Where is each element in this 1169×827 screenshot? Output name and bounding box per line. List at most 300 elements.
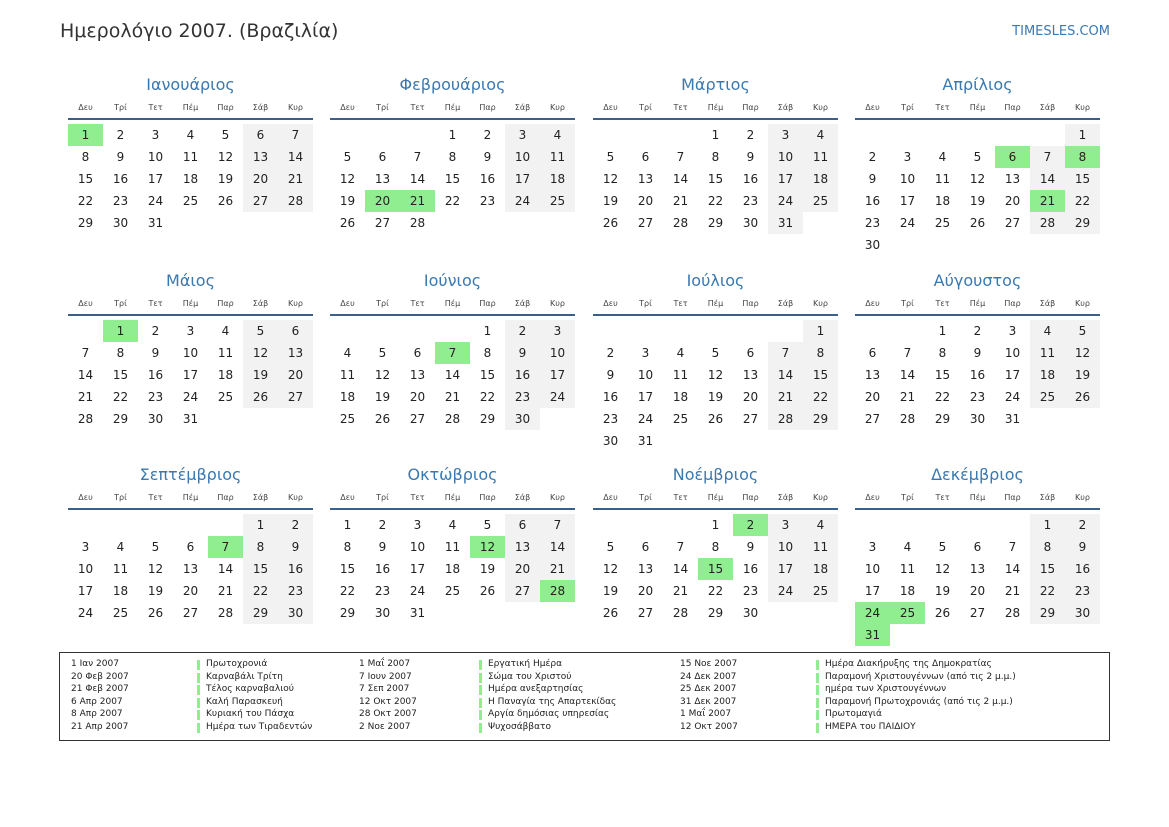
calendar-day: 20: [182, 584, 199, 598]
calendar-day: 20: [243, 168, 278, 190]
calendar-day: 1: [711, 518, 720, 532]
calendar-day: 13: [637, 172, 654, 186]
weekday-label: Τετ: [410, 493, 425, 502]
calendar-day: 5: [1065, 320, 1100, 342]
calendar-day: 23: [602, 412, 619, 426]
weekday-label: Σάβ: [1039, 299, 1056, 308]
calendar-day: 29: [934, 412, 951, 426]
calendar-day: 26: [707, 412, 724, 426]
weekday-label: Κυρ: [550, 299, 565, 308]
calendar-day: 31: [147, 216, 164, 230]
calendar-day: 7: [540, 514, 575, 536]
holiday-day: 8: [1065, 146, 1100, 168]
calendar-day: 27: [182, 606, 199, 620]
calendar-day: 28: [278, 190, 313, 212]
calendar-day: 3: [151, 128, 160, 142]
calendar-day: 6: [243, 124, 278, 146]
calendar-day: 14: [768, 364, 803, 386]
calendar-day: 4: [540, 124, 575, 146]
calendar-day: 9: [973, 346, 982, 360]
month-name: Ιανουάριος: [146, 75, 235, 94]
weekday-label: Τετ: [673, 299, 688, 308]
calendar-day: 12: [969, 172, 986, 186]
calendar-day: 7: [676, 540, 685, 554]
calendar-day: 26: [339, 216, 356, 230]
weekday-label: Πέμ: [707, 299, 724, 308]
legend-item: [71, 659, 371, 672]
calendar-day: 23: [147, 390, 164, 404]
weekday-label: Τετ: [148, 493, 163, 502]
calendar-day: 18: [803, 168, 838, 190]
month-name: Ιούλιος: [686, 271, 745, 290]
calendar-day: 6: [973, 540, 982, 554]
legend-date: 15 Νοε 2007: [680, 659, 738, 669]
calendar-day: 4: [803, 514, 838, 536]
weekday-label: Δευ: [603, 299, 618, 308]
calendar-day: 25: [112, 606, 129, 620]
calendar-day: 12: [934, 562, 951, 576]
legend-holiday-name: Ημέρα ανεξαρτησίας: [488, 684, 584, 695]
calendar-day: 2: [746, 128, 755, 142]
holiday-marker-icon: [197, 698, 200, 708]
month-name: Ιούνιος: [423, 271, 482, 290]
weekday-label: Σάβ: [777, 493, 794, 502]
calendar-day: 13: [182, 562, 199, 576]
weekday-label: Σάβ: [252, 493, 269, 502]
calendar-day: 15: [707, 172, 724, 186]
calendar-day: 6: [505, 514, 540, 536]
calendar-day: 8: [803, 342, 838, 364]
holiday-marker-icon: [816, 660, 819, 670]
calendar-day: 26: [479, 584, 496, 598]
weekday-label: Δευ: [603, 103, 618, 112]
weekday-label: Πέμ: [444, 103, 461, 112]
legend-holiday-name: Πρωτοχρονιά: [206, 659, 268, 669]
calendar-day: 29: [339, 606, 356, 620]
calendar-day: 27: [637, 216, 654, 230]
calendar-day: 24: [899, 216, 916, 230]
month-name: Μάιος: [166, 271, 215, 290]
legend-date: 20 Φεβ 2007: [71, 671, 129, 682]
calendar-day: 20: [278, 364, 313, 386]
holiday-marker-icon: [197, 723, 200, 733]
calendar-day: 14: [672, 562, 689, 576]
calendar-day: 27: [409, 412, 426, 426]
calendar-day: 31: [637, 434, 654, 448]
legend-item: [71, 672, 371, 685]
calendar-day: 28: [768, 408, 803, 430]
calendar-day: 3: [768, 124, 803, 146]
calendar-day: 20: [505, 558, 540, 580]
calendar-day: 11: [803, 536, 838, 558]
month-divider: [593, 118, 838, 120]
holiday-day: 31: [855, 624, 890, 646]
month-divider: [330, 314, 575, 316]
weekday-label: Τετ: [148, 103, 163, 112]
calendar-day: 17: [77, 584, 94, 598]
legend-date: 1 Μαΐ 2007: [359, 659, 411, 669]
weekday-label: Δευ: [340, 493, 355, 502]
legend-holiday-name: Ψυχοσάββατο: [488, 722, 551, 732]
calendar-day: 2: [973, 324, 982, 338]
calendar-day: 9: [378, 540, 387, 554]
calendar-day: 28: [77, 412, 94, 426]
weekday-label: Κυρ: [813, 493, 828, 502]
weekday-label: Τρί: [901, 493, 914, 502]
calendar-day: 6: [378, 150, 387, 164]
calendar-day: 9: [505, 342, 540, 364]
calendar-day: 13: [742, 368, 759, 382]
calendar-day: 7: [1008, 540, 1017, 554]
calendar-day: 2: [483, 128, 492, 142]
calendar-day: 14: [672, 172, 689, 186]
calendar-day: 2: [505, 320, 540, 342]
calendar-day: 15: [1030, 558, 1065, 580]
calendar-day: 16: [1065, 558, 1100, 580]
calendar-day: 28: [672, 216, 689, 230]
weekday-label: Πέμ: [707, 103, 724, 112]
calendar-day: 6: [868, 346, 877, 360]
legend-date: 12 Οκτ 2007: [680, 722, 738, 732]
calendar-day: 28: [444, 412, 461, 426]
calendar-day: 17: [864, 584, 881, 598]
calendar-day: 24: [637, 412, 654, 426]
calendar-day: 1: [1065, 124, 1100, 146]
holiday-day: 25: [890, 602, 925, 624]
calendar-day: 1: [938, 324, 947, 338]
weekday-label: Κυρ: [550, 493, 565, 502]
calendar-day: 10: [147, 150, 164, 164]
calendar-day: 3: [413, 518, 422, 532]
holiday-marker-icon: [479, 723, 482, 733]
calendar-day: 3: [903, 150, 912, 164]
weekday-label: Τετ: [148, 299, 163, 308]
holiday-day: 1: [68, 124, 103, 146]
calendar-day: 25: [1030, 386, 1065, 408]
calendar-day: 16: [147, 368, 164, 382]
calendar-day: 11: [540, 146, 575, 168]
weekday-label: Τετ: [935, 493, 950, 502]
calendar-day: 17: [182, 368, 199, 382]
weekday-label: Τετ: [673, 493, 688, 502]
holiday-day: 28: [540, 580, 575, 602]
calendar-day: 9: [746, 540, 755, 554]
calendar-day: 30: [1065, 602, 1100, 624]
calendar-day: 15: [243, 558, 278, 580]
calendar-day: 5: [711, 346, 720, 360]
holiday-day: 7: [435, 342, 470, 364]
month-divider: [68, 118, 313, 120]
calendar-day: 28: [899, 412, 916, 426]
calendar-day: 5: [973, 150, 982, 164]
calendar-day: 14: [444, 368, 461, 382]
calendar-day: 15: [77, 172, 94, 186]
weekday-label: Κυρ: [288, 299, 303, 308]
weekday-label: Κυρ: [550, 103, 565, 112]
legend-date: 8 Απρ 2007: [71, 709, 123, 720]
calendar-day: 20: [1004, 194, 1021, 208]
weekday-label: Πέμ: [444, 299, 461, 308]
weekday-label: Κυρ: [1075, 103, 1090, 112]
month-name: Απρίλιος: [942, 75, 1013, 94]
calendar-day: 6: [641, 150, 650, 164]
holiday-marker-icon: [197, 660, 200, 670]
month-divider: [330, 508, 575, 510]
weekday-label: Δευ: [78, 299, 93, 308]
calendar-day: 21: [77, 390, 94, 404]
calendar-day: 24: [768, 580, 803, 602]
calendar-day: 2: [151, 324, 160, 338]
calendar-day: 1: [448, 128, 457, 142]
weekday-label: Τρί: [376, 493, 389, 502]
holiday-marker-icon: [197, 685, 200, 695]
calendar-day: 23: [374, 584, 391, 598]
legend-date: 7 Ιουν 2007: [359, 671, 412, 682]
legend-holiday-name: ημέρα των Χριστουγέννων: [825, 684, 947, 695]
calendar-day: 10: [505, 146, 540, 168]
calendar-day: 18: [1030, 364, 1065, 386]
month-name: Σεπτέμβριος: [139, 465, 242, 484]
calendar-day: 1: [483, 324, 492, 338]
legend-item: [71, 709, 371, 722]
calendar-day: 8: [81, 150, 90, 164]
month-name: Φεβρουάριος: [399, 75, 506, 94]
calendar-day: 30: [147, 412, 164, 426]
calendar-day: 16: [969, 368, 986, 382]
calendar-day: 2: [606, 346, 615, 360]
legend-holiday-name: Αργία δημόσιας υπηρεσίας: [488, 709, 610, 720]
legend-holiday-name: Παραμονή Πρωτοχρονιάς (από τις 2 μ.μ.): [825, 696, 1013, 707]
holiday-marker-icon: [479, 685, 482, 695]
weekday-label: Σάβ: [1039, 103, 1056, 112]
legend-date: 28 Οκτ 2007: [359, 709, 417, 720]
calendar-day: 30: [969, 412, 986, 426]
calendar-day: 3: [505, 124, 540, 146]
weekday-label: Σάβ: [514, 493, 531, 502]
calendar-day: 17: [505, 168, 540, 190]
calendar-day: 7: [768, 342, 803, 364]
calendar-day: 30: [112, 216, 129, 230]
legend-date: 12 Οκτ 2007: [359, 696, 417, 707]
weekday-label: Πέμ: [182, 493, 199, 502]
calendar-day: 21: [672, 194, 689, 208]
calendar-day: 21: [278, 168, 313, 190]
calendar-day: 3: [868, 540, 877, 554]
calendar-day: 26: [602, 606, 619, 620]
weekday-label: Σάβ: [252, 299, 269, 308]
weekday-label: Κυρ: [1075, 299, 1090, 308]
calendar-day: 26: [374, 412, 391, 426]
holiday-day: 21: [400, 190, 435, 212]
holiday-legend: [59, 652, 1110, 741]
site-link[interactable]: TIMESLES.COM: [1012, 24, 1110, 39]
calendar-day: 29: [243, 602, 278, 624]
legend-item: [359, 709, 659, 722]
legend-item: [71, 697, 371, 710]
calendar-day: 26: [217, 194, 234, 208]
calendar-day: 10: [77, 562, 94, 576]
calendar-day: 1: [343, 518, 352, 532]
calendar-day: 27: [637, 606, 654, 620]
calendar-day: 17: [899, 194, 916, 208]
month-name: Οκτώβριος: [407, 465, 498, 484]
weekday-label: Πέμ: [969, 493, 986, 502]
legend-date: 7 Σεπ 2007: [359, 684, 410, 695]
legend-item: [71, 722, 371, 735]
weekday-label: Δευ: [340, 103, 355, 112]
calendar-day: 11: [112, 562, 129, 576]
calendar-day: 21: [672, 584, 689, 598]
weekday-label: Τρί: [901, 299, 914, 308]
calendar-day: 10: [1004, 346, 1021, 360]
calendar-day: 30: [505, 408, 540, 430]
holiday-marker-icon: [479, 660, 482, 670]
calendar-day: 17: [768, 558, 803, 580]
calendar-day: 14: [1004, 562, 1021, 576]
calendar-day: 25: [934, 216, 951, 230]
calendar-day: 14: [217, 562, 234, 576]
calendar-day: 26: [969, 216, 986, 230]
weekday-label: Τρί: [639, 299, 652, 308]
calendar-day: 18: [540, 168, 575, 190]
calendar-day: 13: [637, 562, 654, 576]
calendar-day: 21: [540, 558, 575, 580]
calendar-day: 8: [938, 346, 947, 360]
calendar-day: 26: [243, 386, 278, 408]
calendar-day: 27: [505, 580, 540, 602]
holiday-day: 20: [365, 190, 400, 212]
holiday-marker-icon: [816, 710, 819, 720]
weekday-label: Παρ: [217, 493, 234, 502]
calendar-day: 25: [444, 584, 461, 598]
weekday-label: Σάβ: [1039, 493, 1056, 502]
weekday-label: Παρ: [479, 299, 496, 308]
calendar-day: 29: [479, 412, 496, 426]
weekday-label: Τρί: [639, 493, 652, 502]
calendar-day: 10: [409, 540, 426, 554]
calendar-day: 3: [540, 320, 575, 342]
calendar-day: 16: [602, 390, 619, 404]
calendar-day: 12: [217, 150, 234, 164]
calendar-day: 26: [147, 606, 164, 620]
holiday-marker-icon: [816, 698, 819, 708]
month-divider: [855, 508, 1100, 510]
calendar-day: 14: [540, 536, 575, 558]
calendar-day: 4: [343, 346, 352, 360]
holiday-marker-icon: [816, 685, 819, 695]
calendar-day: 1: [1030, 514, 1065, 536]
holiday-marker-icon: [479, 698, 482, 708]
calendar-day: 3: [641, 346, 650, 360]
calendar-day: 29: [803, 408, 838, 430]
calendar-day: 8: [116, 346, 125, 360]
calendar-day: 11: [672, 368, 689, 382]
calendar-day: 13: [278, 342, 313, 364]
calendar-day: 29: [77, 216, 94, 230]
calendar-day: 21: [1004, 584, 1021, 598]
legend-date: 21 Φεβ 2007: [71, 684, 129, 695]
page-title: Ημερολόγιο 2007. (Βραζιλία): [60, 20, 339, 42]
legend-item: [359, 659, 659, 672]
calendar-day: 15: [444, 172, 461, 186]
calendar-day: 19: [934, 584, 951, 598]
calendar-day: 12: [339, 172, 356, 186]
calendar-day: 20: [742, 390, 759, 404]
calendar-day: 9: [483, 150, 492, 164]
calendar-day: 16: [505, 364, 540, 386]
legend-holiday-name: Πρωτομαγιά: [825, 709, 882, 720]
weekday-label: Τρί: [114, 493, 127, 502]
calendar-day: 6: [641, 540, 650, 554]
calendar-day: 24: [540, 386, 575, 408]
weekday-label: Παρ: [1004, 299, 1021, 308]
weekday-label: Δευ: [865, 103, 880, 112]
calendar-day: 7: [903, 346, 912, 360]
weekday-label: Σάβ: [777, 299, 794, 308]
calendar-day: 27: [243, 190, 278, 212]
holiday-day: 6: [995, 146, 1030, 168]
calendar-day: 4: [676, 346, 685, 360]
legend-holiday-name: Η Παναγία της Απαρτεκίδας: [488, 696, 617, 707]
weekday-label: Τετ: [935, 299, 950, 308]
calendar-day: 3: [81, 540, 90, 554]
calendar-day: 23: [1065, 580, 1100, 602]
calendar-day: 9: [116, 150, 125, 164]
calendar-day: 16: [864, 194, 881, 208]
calendar-day: 24: [409, 584, 426, 598]
legend-date: 21 Απρ 2007: [71, 722, 129, 732]
holiday-marker-icon: [197, 710, 200, 720]
calendar-day: 22: [339, 584, 356, 598]
calendar-day: 5: [243, 320, 278, 342]
calendar-day: 23: [864, 216, 881, 230]
calendar-day: 12: [602, 562, 619, 576]
calendar-day: 4: [903, 540, 912, 554]
weekday-label: Παρ: [742, 299, 759, 308]
calendar-day: 11: [803, 146, 838, 168]
calendar-day: 14: [899, 368, 916, 382]
legend-holiday-name: Σώμα του Χριστού: [488, 671, 572, 682]
calendar-day: 28: [217, 606, 234, 620]
calendar-day: 4: [1030, 320, 1065, 342]
calendar-day: 29: [707, 216, 724, 230]
calendar-day: 15: [339, 562, 356, 576]
calendar-day: 22: [707, 584, 724, 598]
month-divider: [593, 314, 838, 316]
calendar-day: 16: [278, 558, 313, 580]
holiday-day: 2: [733, 514, 768, 536]
legend-holiday-name: Εργατική Ημέρα: [488, 659, 562, 669]
calendar-day: 18: [899, 584, 916, 598]
holiday-marker-icon: [816, 673, 819, 683]
calendar-day: 2: [278, 514, 313, 536]
holiday-marker-icon: [197, 673, 200, 683]
calendar-day: 12: [1065, 342, 1100, 364]
calendar-day: 3: [186, 324, 195, 338]
calendar-day: 16: [479, 172, 496, 186]
calendar-day: 21: [768, 386, 803, 408]
calendar-day: 19: [707, 390, 724, 404]
calendar-day: 16: [742, 562, 759, 576]
calendar-day: 4: [116, 540, 125, 554]
calendar-day: 2: [378, 518, 387, 532]
calendar-day: 18: [182, 172, 199, 186]
calendar-day: 22: [243, 580, 278, 602]
holiday-marker-icon: [479, 673, 482, 683]
calendar-day: 11: [182, 150, 199, 164]
calendar-day: 18: [803, 558, 838, 580]
calendar-day: 1: [711, 128, 720, 142]
